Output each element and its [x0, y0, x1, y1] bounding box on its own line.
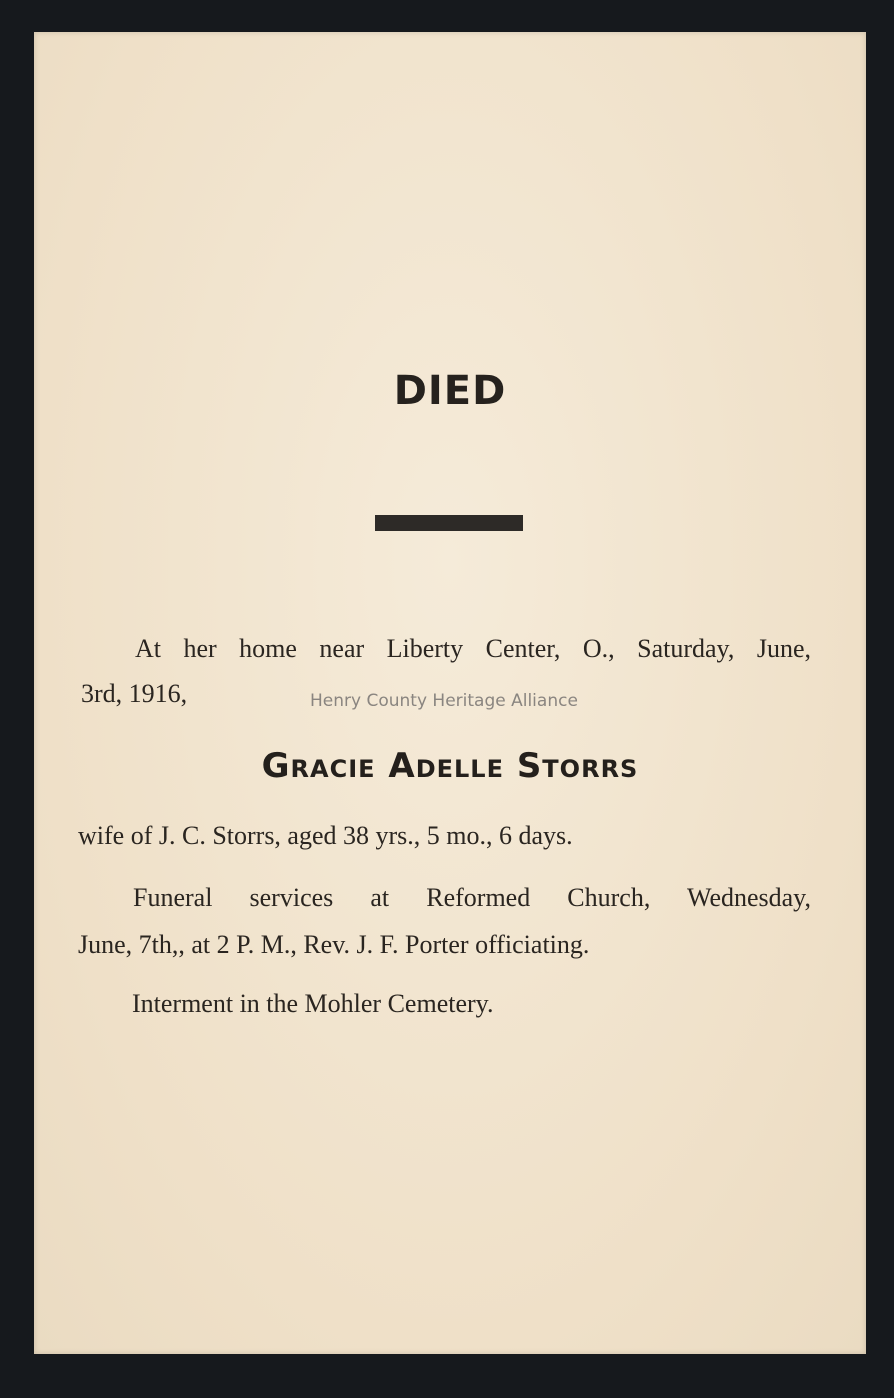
announcement-line-1: At her home near Liberty Center, O., Saturday, June, — [135, 634, 811, 663]
relation-line: wife of J. C. Storrs, aged 38 yrs., 5 mo., 6 days. — [78, 821, 573, 850]
deceased-name: Gracie Adelle Storrs — [261, 746, 639, 786]
funeral-line-1: Funeral services at Reformed Church, Wednesday, — [133, 883, 811, 912]
funeral-line-2: June, 7th,, at 2 P. M., Rev. J. F. Porter officiating. — [78, 930, 590, 959]
mourning-rule — [375, 515, 523, 531]
announcement-line-2: 3rd, 1916, — [81, 679, 188, 708]
heritage-watermark: Henry County Heritage Alliance — [310, 691, 578, 711]
interment-line: Interment in the Mohler Cemetery. — [132, 989, 494, 1018]
memorial-card — [34, 32, 866, 1354]
card-heading: DIED — [393, 368, 507, 414]
